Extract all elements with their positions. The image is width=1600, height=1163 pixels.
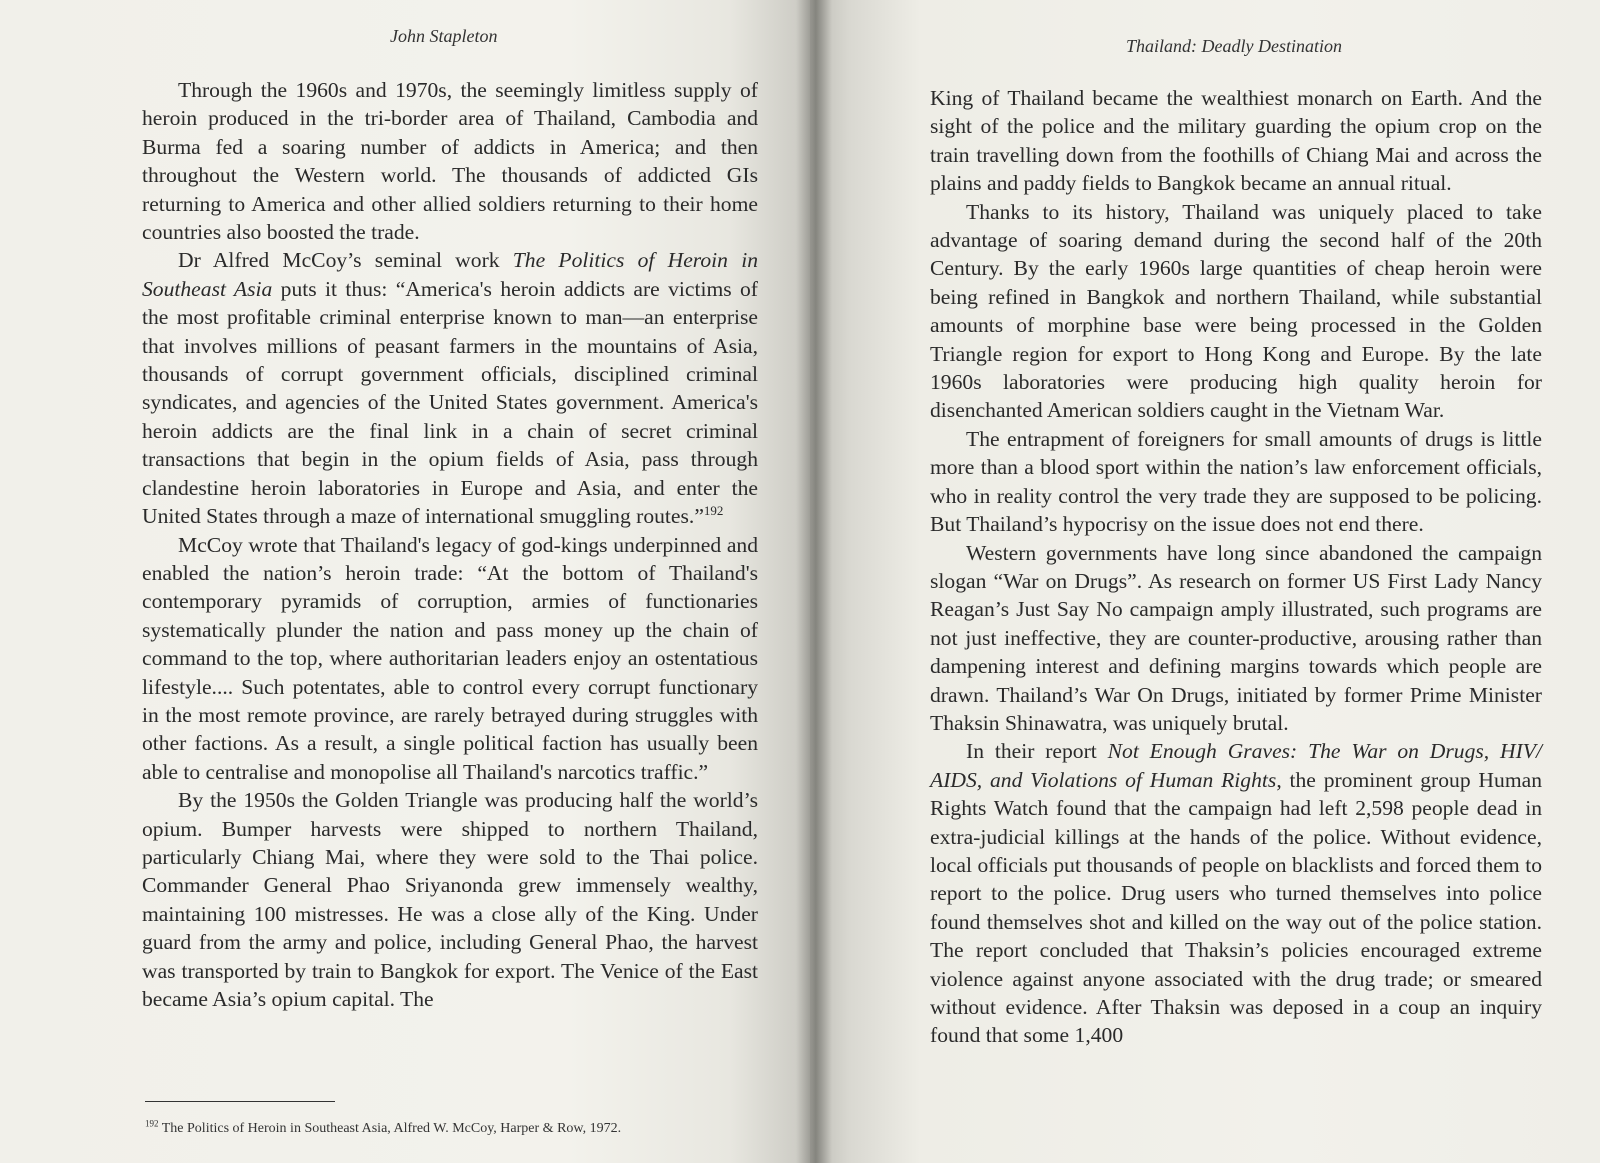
report-title: Not Enough Graves: The War on Drugs, HIV/ AIDS, and Violations of Human Rights	[930, 739, 1542, 792]
paragraph-text: In their report	[966, 739, 1108, 764]
book-title: The Politics of Heroin in Southeast Asia	[142, 248, 758, 301]
paragraph	[930, 737, 1542, 1049]
footnote	[145, 1118, 622, 1137]
paragraph: Thanks to its history, Thailand was uniquely placed to take advantage of soaring demand during the second half of the 20th Century. By the early 1960s large quantities of cheap heroin were being refined in Bangkok and northern Thailand, while substantial amounts of morphine base were being processed in the Golden Triangle region for export to Hong Kong and Europe. By the late 1960s laboratories were producing high quality heroin for disenchanted American soldiers caught in the Vietnam War.	[930, 199, 1542, 423]
paragraph-text: puts it thus: “America's heroin addicts are victims of the most profitable criminal enterprise known to man—an enterprise that involves millions of peasant farmers in the mountains of Asia, thousands of corrupt government officials, disciplined criminal syndicates, and agencies of the United States government. America's heroin addicts are the final link in a chain of secret criminal transactions that begin in the opium fields of Asia, pass through clandestine heroin laboratories in Europe and Asia, and enter the United States through a maze of international smuggling routes.”	[142, 276, 758, 529]
footnote-number: 192	[145, 1118, 159, 1129]
paragraph: King of Thailand became the wealthiest monarch on Earth. And the sight of the police and the military guarding the opium crop on the train travelling down from the foothills of Chiang Mai and across the plains and paddy fields to Bangkok became an annual ritual.	[930, 86, 1542, 196]
footnote-ref: 192	[703, 502, 724, 518]
running-head-title: Thailand: Deadly Destination	[1126, 36, 1342, 56]
running-head-author: John Stapleton	[390, 26, 498, 46]
left-page-body	[142, 76, 758, 1013]
right-page-body	[930, 84, 1542, 1050]
paragraph: The entrapment of foreigners for small amounts of drugs is little more than a blood sport within the nation’s law enforcement officials, who in reality control the very trade they are supposed to be policing. But Thailand’s hypocrisy on the issue does not end there.	[930, 426, 1542, 537]
paragraph-text: , the prominent group Human Rights Watch found that the campaign had left 2,598 people dead in extra-judicial killings at the hands of the police. Without evidence, local officials put thousands of people on blacklists and forced them to report to the police. Drug users who turned themselves into police found themselves shot and killed on the way out of the police station. The report concluded that Thaksin’s policies encouraged extreme violence against anyone associated with the drug trade; or smeared without evidence. After Thaksin was deposed in a coup an inquiry found that some 1,400	[930, 767, 1543, 1048]
paragraph	[142, 246, 758, 530]
paragraph: By the 1950s the Golden Triangle was producing half the world’s opium. Bumper harvests were shipped to northern Thailand, particularly Chiang Mai, where they were sold to the Thai police. Commander General Phao Sriyanonda grew immensely wealthy, maintaining 100 mistresses. He was a close ally of the King. Under guard from the army and police, including General Phao, the harvest was transported by train to Bangkok for export. The Venice of the East became Asia’s opium capital. The	[142, 788, 758, 1011]
paragraph: Through the 1960s and 1970s, the seemingly limitless supply of heroin produced in the tri-border area of Thailand, Cambodia and Burma fed a soaring number of addicts in America; and then throughout the Western world. The thousands of addicted GIs returning to America and other allied soldiers returning to their home countries also boosted the trade.	[142, 78, 758, 245]
paragraph-text: Dr Alfred McCoy’s seminal work	[178, 248, 513, 273]
footnote-rule	[145, 1101, 335, 1102]
paragraph: McCoy wrote that Thailand's legacy of god-kings underpinned and enabled the nation’s heroin trade: “At the bottom of Thailand's contemporary pyramids of corruption, armies of functionaries systematically plunder the nation and pass money up the chain of command to the top, where authoritarian leaders enjoy an ostentatious lifestyle.... Such potentates, able to control every corrupt functionary in the most remote province, are rarely betrayed during struggles with other factions. As a result, a single political faction has usually been able to centralise and monopolise all Thailand's narcotics traffic.”	[142, 532, 758, 784]
paragraph: Western governments have long since abandoned the campaign slogan “War on Drugs”. As research on former US First Lady Nancy Reagan’s Just Say No campaign amply illustrated, such programs are not just ineffective, they are counter-productive, arousing rather than dampening interest and defining margins towards which people are drawn. Thailand’s War On Drugs, initiated by former Prime Minister Thaksin Shinawatra, was uniquely brutal.	[930, 540, 1542, 735]
right-page	[810, 0, 1600, 1163]
footnote-text: The Politics of Heroin in Southeast Asia, Alfred W. McCoy, Harper & Row, 1972.	[158, 1121, 622, 1136]
